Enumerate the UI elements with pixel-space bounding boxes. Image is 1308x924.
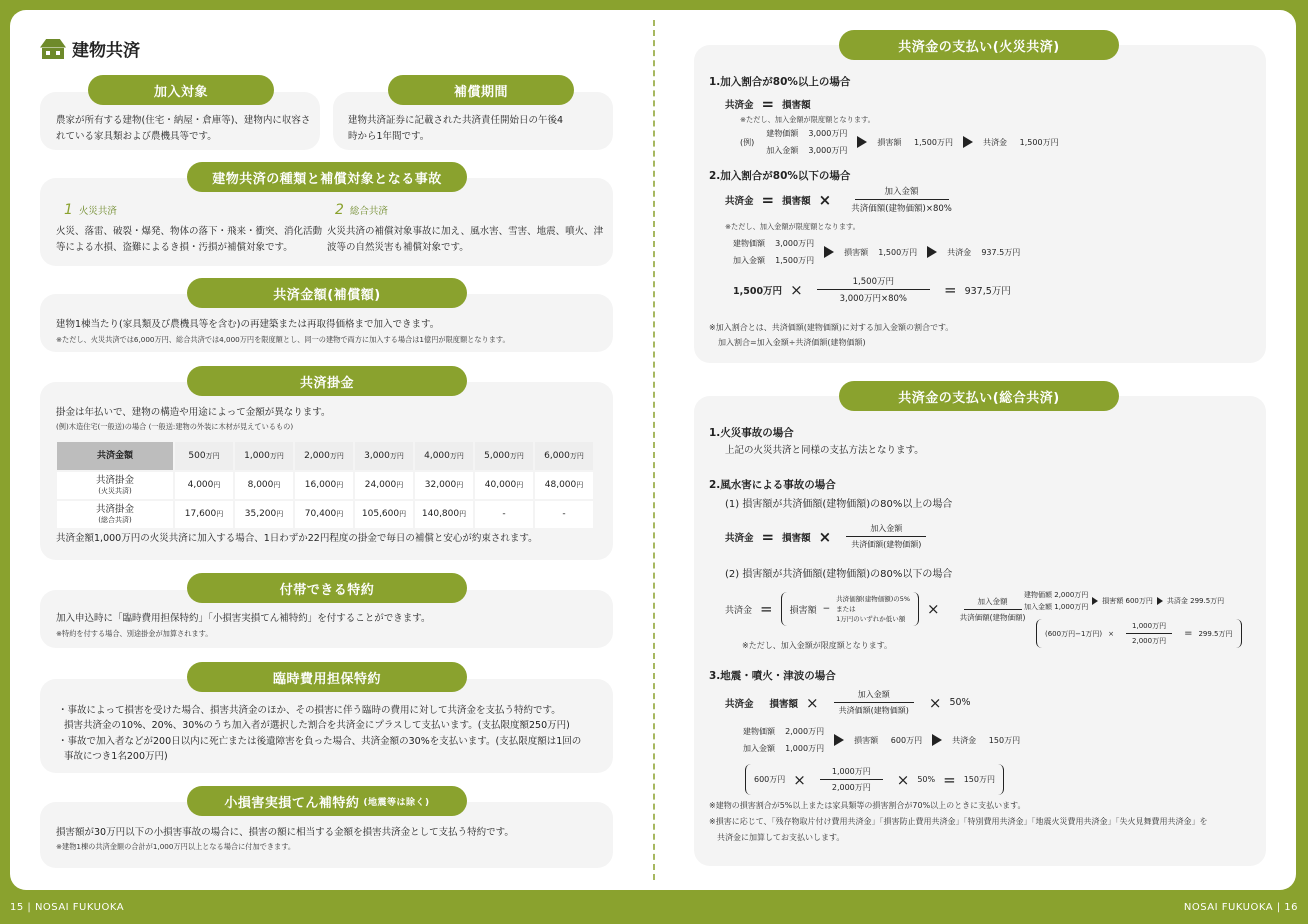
house-icon <box>40 39 66 59</box>
kanyu-text-2: れている家具類および農機具等です。 <box>56 131 217 142</box>
row-header: 共済掛金 (火災共済) <box>57 472 173 499</box>
gen-pay-t1: 上記の火災共済と同様の支払方法となります。 <box>725 445 924 456</box>
table-cell: 105,600円 <box>355 501 413 528</box>
gen-example-3: 建物価額 2,000万円 加入金額 1,000万円 損害額 600万円 共済金 150万円 <box>743 727 1021 753</box>
table-row <box>57 501 593 528</box>
gen-example-2: 建物価額 2,000万円 加入金額 1,000万円 損害額 600万円 共済金 299.5万円 <box>1024 591 1225 611</box>
premium-title: 共済掛金 <box>187 366 467 396</box>
fire-example-1: (例) 建物価額 3,000万円 加入金額 3,000万円 損害額 1,500万円 共済金 1,500万円 <box>740 129 1059 155</box>
general-name: 総合共済 <box>349 206 388 217</box>
gen-pay-h1: 1.火災事故の場合 <box>709 427 794 439</box>
premium-note: (例)木造住宅(一般送)の場合 (一般送:建物の外装に木材が見えているもの) <box>56 422 294 431</box>
hosho-title: 補償期間 <box>388 75 574 105</box>
footer-left: 15 | NOSAI FUKUOKA <box>10 902 125 913</box>
types-title: 建物共済の種類と補償対象となる事故 <box>187 162 467 192</box>
fire-text-1: 火災、落雷、破裂・爆発、物体の落下・飛来・衝突、消化活動 <box>56 226 323 237</box>
fire-text-2: 等による水損、盗難によるき損・汚損が補償対象です。 <box>56 242 293 253</box>
arrow-icon <box>932 734 942 746</box>
table-cell: 17,600円 <box>175 501 233 528</box>
premium-header-row <box>57 442 593 470</box>
table-cell: 48,000円 <box>535 472 593 499</box>
table-cell: - <box>475 501 533 528</box>
col-header: 500万円 <box>175 442 233 470</box>
hosho-text-2: 時から1年間です。 <box>348 131 430 142</box>
arrow-icon <box>927 246 937 258</box>
fire-example-2: 建物価額 3,000万円 加入金額 1,500万円 損害額 1,500万円 共済金 937.5万円 <box>733 239 1021 265</box>
table-cell: 4,000円 <box>175 472 233 499</box>
gen-calc-2: (600万円−1万円) × $\frac{\text{1,000万円}}{\text{2,000万円}}$ = 299.5万円 <box>1036 619 1242 648</box>
page-title <box>40 36 140 61</box>
arrow-icon <box>857 136 867 148</box>
col-header: 4,000万円 <box>415 442 473 470</box>
table-cell: 32,000円 <box>415 472 473 499</box>
gen-note-n3: 共済金に加算してお支払いします。 <box>717 833 845 842</box>
riders-text: 加入申込時に「臨時費用担保特約」「小損害実損てん補特約」を付することができます。 <box>56 613 431 624</box>
table-cell: 70,400円 <box>295 501 353 528</box>
gen-pay-s1: (1) 損害額が共済価額(建物価額)の80%以上の場合 <box>725 499 953 510</box>
kanyu-title: 加入対象 <box>88 75 274 105</box>
fire-calc: 1,500万円 × $\frac{\text{1,500万円}}{\text{3,000万円×80\%}}$ = 937,5万円 <box>733 277 1011 304</box>
premium-table <box>55 440 595 530</box>
small-text: 損害額が30万円以下の小損害事故の場合に、損害の額に相当する金額を損害共済金として支払う特約です。 <box>56 827 514 838</box>
gen-pay-title: 共済金の支払い(総合共済) <box>839 381 1119 411</box>
arrow-icon <box>1092 597 1098 605</box>
fire-formula-1: 共済金 = 損害額 <box>725 95 811 113</box>
table-cell: 140,800円 <box>415 501 473 528</box>
table-cell: 35,200円 <box>235 501 293 528</box>
kanyu-text-1: 農家が所有する建物(住宅・納屋・倉庫等)、建物内に収容さ <box>56 115 311 126</box>
fire-pay-title: 共済金の支払い(火災共済) <box>839 30 1119 60</box>
temp-title: 臨時費用担保特約 <box>187 662 467 692</box>
footer-right: NOSAI FUKUOKA | 16 <box>1183 902 1298 913</box>
gen-pay-h2: 2.風水害による事故の場合 <box>709 479 836 491</box>
arrow-icon <box>824 246 834 258</box>
table-cell: 40,000円 <box>475 472 533 499</box>
temp-line-2: 損害共済金の10%、20%、30%のうち加入者が選択した割合を共済金にプラスして支払います。(支払限度額250万円) <box>64 720 570 731</box>
gen-formula-2: 共済金 = 損害額 − 共済価額(建物価額)の5% または 1万円のいずれか低い額 × $\frac{\text{加入金額}}{\text{共済価額(建物価額)}}$ <box>725 592 1037 626</box>
fire-num: 1 <box>64 202 73 218</box>
fire-note-3: ※加入割合とは、共済価額(建物価額)に対する加入金額の割合です。 <box>709 323 954 332</box>
arrow-icon <box>1157 597 1163 605</box>
hosho-text-1: 建物共済証券に記載された共済責任開始日の午後4 <box>348 115 564 126</box>
page-title-text: 建物共済 <box>72 41 140 61</box>
gen-pay-s2: (2) 損害額が共済価額(建物価額)の80%以下の場合 <box>725 569 953 580</box>
table-cell: 8,000円 <box>235 472 293 499</box>
riders-title: 付帯できる特約 <box>187 573 467 603</box>
riders-note: ※特約を付する場合、別途掛金が加算されます。 <box>56 629 213 638</box>
arrow-icon <box>834 734 844 746</box>
amount-text: 建物1棟当たり(家具類及び農機具等を含む)の再建築または再取得価格まで加入できます。 <box>56 319 440 330</box>
fire-formula-2: 共済金 = 損害額 × $\frac{\text{加入金額}}{\text{共済価額(建物価額)×80\%}}$ <box>725 187 952 214</box>
gen-note-n2: ※損害に応じて、「残存物取片付け費用共済金」「損害防止費用共済金」「特別費用共済金」「地震火災費用共済金」「失火見舞費用共済金」を <box>709 817 1208 826</box>
gen-calc-3: 600万円 × $\frac{\text{1,000万円}}{\text{2,000万円}}$ × 50% = 150万円 <box>745 764 1004 795</box>
fire-note-4: 加入割合=加入金額÷共済価額(建物価額) <box>718 338 866 347</box>
premium-text: 掛金は年払いで、建物の構造や用途によって金額が異なります。 <box>56 407 331 418</box>
small-title <box>187 786 467 816</box>
amount-note: ※ただし、火災共済では6,000万円、総合共済では4,000万円を限度額とし、同一の建物で両方に加入する場合は1億円が限度額となります。 <box>56 335 510 344</box>
general-text-1: 火災共済の補償対象事故に加え、風水害、雪害、地震、噴火、津 <box>327 226 604 237</box>
gen-formula-1: 共済金 = 損害額 × $\frac{\text{加入金額}}{\text{共済価額(建物価額)}}$ <box>725 523 933 550</box>
row-header: 共済掛金 (総合共済) <box>57 501 173 528</box>
table-cell: - <box>535 501 593 528</box>
table-row <box>57 472 593 499</box>
gen-formula-3: 共済金 損害額 × $\frac{\text{加入金額}}{\text{共済価額(建物価額)}}$ × 50% <box>725 690 971 715</box>
gen-note-2: ※ただし、加入金額が限度額となります。 <box>742 641 893 650</box>
fire-note-2: ※ただし、加入金額が限度額となります。 <box>725 222 860 231</box>
fire-note-1: ※ただし、加入金額が限度額となります。 <box>740 115 875 124</box>
general-text-2: 波等の自然災害も補償対象です。 <box>327 242 469 253</box>
temp-line-3: ・事故で加入者などが200日以内に死亡または後遺障害を負った場合、共済金額の30%を支払います。(支払限度額は1回の <box>58 736 582 747</box>
col-header: 6,000万円 <box>535 442 593 470</box>
general-num: 2 <box>335 202 344 218</box>
amount-title: 共済金額(補償額) <box>187 278 467 308</box>
table-cell: 16,000円 <box>295 472 353 499</box>
temp-line-4: 事故につき1名200万円) <box>64 751 168 762</box>
table-cell: 24,000円 <box>355 472 413 499</box>
small-title-sub: (地震等は除く) <box>363 797 430 808</box>
col-header: 5,000万円 <box>475 442 533 470</box>
general-subhead <box>335 202 388 218</box>
arrow-icon <box>963 136 973 148</box>
gen-pay-h3: 3.地震・噴火・津波の場合 <box>709 670 836 682</box>
fire-pay-h1: 1.加入割合が80%以上の場合 <box>709 76 851 88</box>
gen-note-n1: ※建物の損害割合が5%以上または家具類等の損害割合が70%以上のときに支払います。 <box>709 801 1026 810</box>
col-header: 1,000万円 <box>235 442 293 470</box>
premium-footer: 共済金額1,000万円の火災共済に加入する場合、1日わずか22円程度の掛金で毎日の補償と安心が約束されます。 <box>56 533 538 544</box>
temp-line-1: ・事故によって損害を受けた場合、損害共済金のほか、その損害に伴う臨時の費用に対して共済金を支払う特約です。 <box>58 705 561 716</box>
small-title-main: 小損害実損てん補特約 <box>224 795 360 811</box>
premium-header-label: 共済金額 <box>57 442 173 470</box>
fire-subhead <box>64 202 117 218</box>
fire-pay-h2: 2.加入割合が80%以下の場合 <box>709 170 851 182</box>
col-header: 2,000万円 <box>295 442 353 470</box>
small-note: ※建物1棟の共済金額の合計が1,000万円以上となる場合に付加できます。 <box>56 842 296 851</box>
fire-name: 火災共済 <box>78 206 117 217</box>
col-header: 3,000万円 <box>355 442 413 470</box>
page-divider <box>653 20 655 880</box>
